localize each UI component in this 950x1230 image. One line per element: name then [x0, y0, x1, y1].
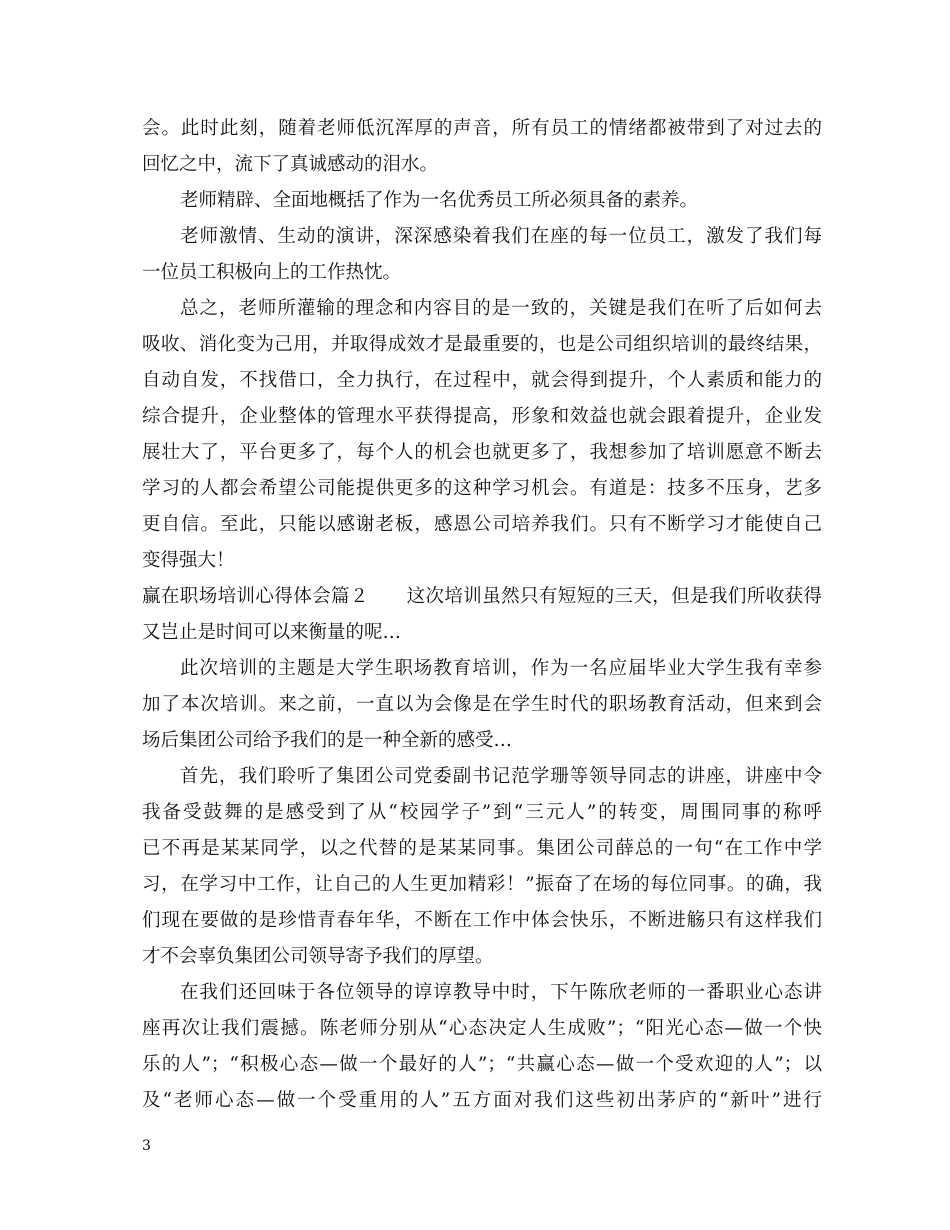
text-line: 更自信。至此，只能以感谢老板，感恩公司培养我们。只有不断学习才能使自己 — [142, 514, 822, 535]
text-line: 们现在要做的是珍惜青春年华，不断在工作中体会快乐，不断进觞只有这样我们 — [142, 910, 822, 931]
text-line: 在我们还回味于各位领导的谆谆教导中时，下午陈欣老师的一番职业心态讲 — [180, 982, 822, 1003]
text-line: 综合提升，企业整体的管理水平获得提高，形象和效益也就会跟着提升，企业发 — [142, 406, 822, 427]
text-line: 总之，老师所灌输的理念和内容目的是一致的，关键是我们在听了后如何去 — [180, 298, 822, 319]
text-line: 及“老师心态—做一个受重用的人”五方面对我们这些初出茅庐的“新叶”进行 — [142, 1090, 822, 1111]
text-line: 已不再是某某同学，以之代替的是某某同事。集团公司薛总的一句“在工作中学 — [142, 838, 822, 859]
text-line: 习，在学习中工作，让自己的人生更加精彩！”振奋了在场的每位同事。的确，我 — [142, 874, 822, 895]
text-line: 此次培训的主题是大学生职场教育培训，作为一名应届毕业大学生我有幸参 — [180, 658, 822, 679]
text-line: 吸收、消化变为己用，并取得成效才是最重要的，也是公司组织培训的最终结果， — [142, 334, 822, 355]
text-line: 乐的人”；“积极心态—做一个最好的人”；“共赢心态—做一个受欢迎的人”；以 — [142, 1054, 822, 1075]
text-line: 回忆之中，流下了真诚感动的泪水。 — [142, 154, 439, 175]
text-line: 加了本次培训。来之前，一直以为会像是在学生时代的职场教育活动，但来到会 — [142, 694, 822, 715]
text-line: 又岂止是时间可以来衡量的呢… — [142, 622, 402, 643]
text-line: 会。此时此刻，随着老师低沉浑厚的声音，所有员工的情绪都被带到了对过去的 — [142, 118, 822, 139]
text-line: 座再次让我们震撼。陈老师分别从“心态决定人生成败”；“阳光心态—做一个快 — [142, 1018, 822, 1039]
text-line: 一位员工积极向上的工作热忱。 — [142, 262, 402, 283]
text-line: 自动自发，不找借口，全力执行，在过程中，就会得到提升，个人素质和能力的 — [142, 370, 822, 391]
text-line: 老师激情、生动的演讲，深深感染着我们在座的每一位员工，激发了我们每 — [180, 226, 822, 247]
text-line: 才不会辜负集团公司领导寄予我们的厚望。 — [142, 946, 494, 967]
section-heading-line: 赢在职场培训心得体会篇２ 这次培训虽然只有短短的三天，但是我们所收获得 — [142, 586, 822, 607]
text-line: 首先，我们聆听了集团公司党委副书记范学珊等领导同志的讲座，讲座中令 — [180, 766, 822, 787]
text-line: 我备受鼓舞的是感受到了从“校园学子”到“三元人”的转变，周围同事的称呼 — [142, 802, 822, 823]
text-line: 展壮大了，平台更多了，每个人的机会也就更多了，我想参加了培训愿意不断去 — [142, 442, 822, 463]
text-line: 场后集团公司给予我们的是一种全新的感受… — [142, 730, 513, 751]
text-line: 学习的人都会希望公司能提供更多的这种学习机会。有道是：技多不压身，艺多 — [142, 478, 822, 499]
text-line: 老师精辟、全面地概括了作为一名优秀员工所必须具备的素养。 — [180, 190, 699, 211]
text-line: 变得强大！ — [142, 550, 235, 571]
page-number: 3 — [142, 1138, 151, 1154]
